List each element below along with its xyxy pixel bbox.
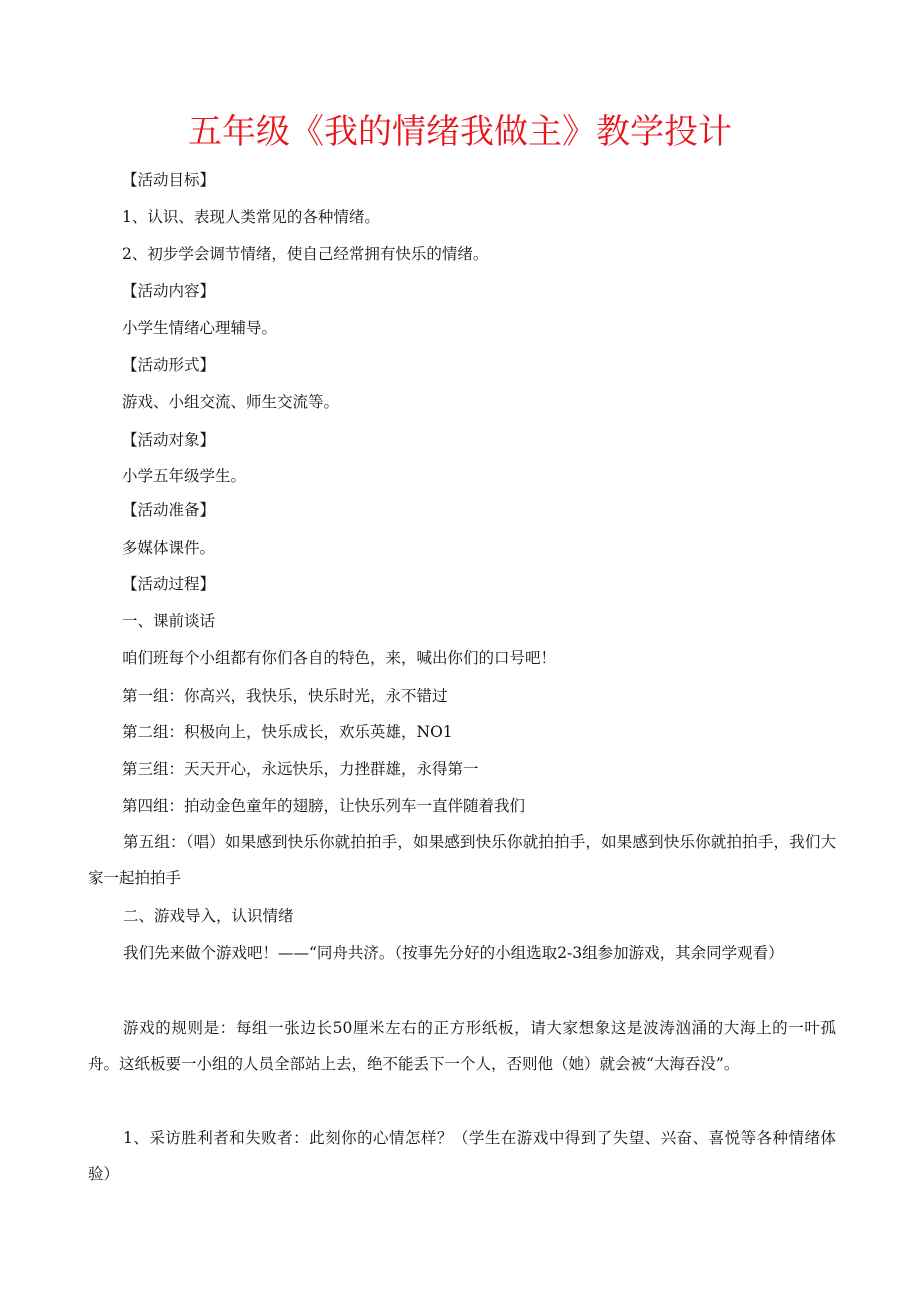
game-intro-paragraph: 我们先来做个游戏吧！——“同舟共济。（按事先分好的小组选取2-3组参加游戏，其余同学观看）	[123, 944, 784, 962]
content-text: 小学生情绪心理辅导。	[122, 319, 278, 337]
section-heading-content: 【活动内容】	[122, 282, 216, 300]
document-title: 五年级《我的情绪我做主》教学投计	[188, 112, 732, 152]
goal-item-1: 1、认识、表现人类常见的各种情绪。	[122, 208, 380, 226]
group-3-slogan: 第三组：天天开心，永远快乐，力挫群雄，永得第一	[122, 760, 479, 778]
section-heading-preparation: 【活动准备】	[122, 501, 216, 519]
audience-text: 小学五年级学生。	[122, 467, 247, 485]
section-heading-goals: 【活动目标】	[122, 171, 216, 189]
group-1-slogan: 第一组：你高兴，我快乐，快乐时光，永不错过	[122, 687, 448, 705]
form-text: 游戏、小组交流、师生交流等。	[122, 393, 340, 411]
section-heading-audience: 【活动对象】	[122, 431, 216, 449]
group-2-slogan: 第二组：积极向上，快乐成长，欢乐英雄，NO1	[122, 723, 453, 741]
group-4-slogan: 第四组：拍动金色童年的翅膀，让快乐列车一直伴随着我们	[122, 797, 526, 815]
process-step-2-heading: 二、游戏导入，认识情绪	[123, 907, 294, 925]
section-heading-form: 【活动形式】	[122, 356, 216, 374]
goal-item-2: 2、初步学会调节情绪，使自己经常拥有快乐的情绪。	[122, 245, 489, 263]
process-intro-text: 咱们班每个小组都有你们各自的特色，来，喊出你们的口号吧！	[122, 649, 557, 667]
interview-paragraph: 1、采访胜利者和失败者：此刻你的心情怎样？（学生在游戏中得到了失望、兴奋、喜悦等各种情绪体验）	[88, 1129, 836, 1183]
group-5-slogan: 第五组：（唱）如果感到快乐你就拍拍手，如果感到快乐你就拍拍手，如果感到快乐你就拍拍手，我们大家一起拍拍手	[88, 833, 836, 887]
preparation-text: 多媒体课件。	[122, 539, 216, 557]
section-heading-process: 【活动过程】	[122, 575, 216, 593]
process-step-1-heading: 一、课前谈话	[122, 612, 216, 630]
game-rules-paragraph: 游戏的规则是：每组一张边长50厘米左右的正方形纸板，请大家想象这是波涛汹涌的大海上的一叶孤舟。这纸板要一小组的人员全部站上去，绝不能丢下一个人，否则他（她）就会被“大海吞没”。	[88, 1019, 836, 1073]
